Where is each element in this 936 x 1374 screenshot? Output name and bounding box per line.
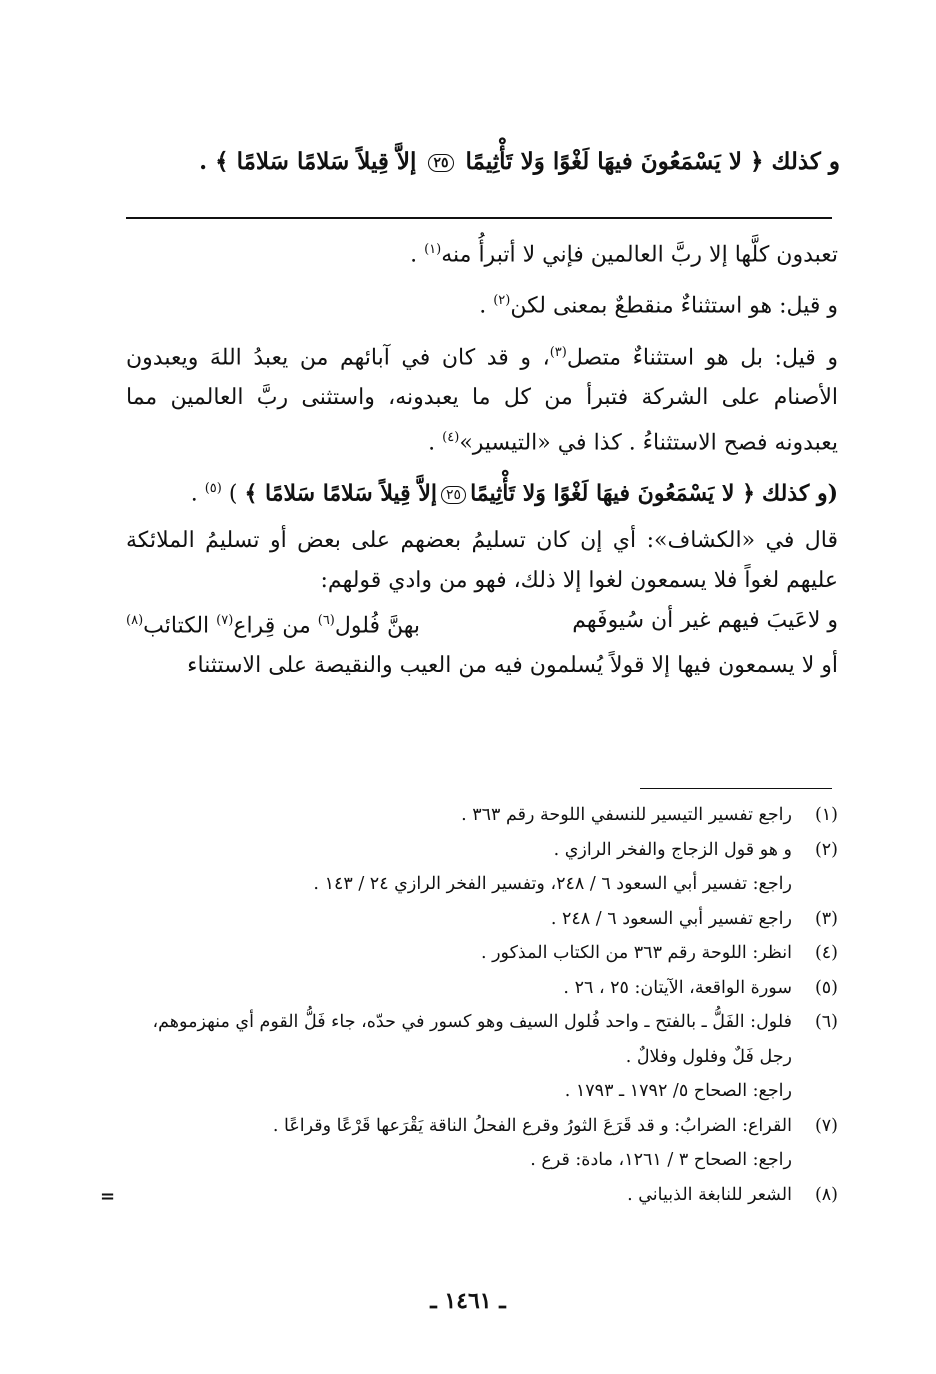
footnote-text: و هو قول الزجاج والفخر الرازي . [553,839,792,860]
footnote-ref-6: (٦) [317,612,335,628]
footnote-item [120,1109,838,1144]
footnote-number: (٨) [814,1184,838,1205]
poem-second-hemistich [126,601,420,646]
paragraph-2-end: . [479,293,494,319]
paragraph-6: أو لا يسمعون فيها إلا قولاً يُسلمون فيه من العيب والنقيصة على الاستثناء [187,652,838,678]
footnote-text: سورة الواقعة، الآيتان: ٢٥ ، ٢٦ . [563,977,792,998]
footnote-text: القراع: الضرابُ: و قد قَرَعَ الثورُ وقرع الفحلُ الناقة يَقْرَعها قَرْعًا وقراعًا . [272,1115,792,1136]
footnote-number: (٦) [814,1012,838,1032]
header-quran-part-1: ﴿ لا يَسْمَعُونَ فيهَا لَغْوًا وَلا تَأْثِيمًا [465,148,764,175]
footnote-continuation: راجع: الصحاح ٥/ ١٧٩٢ ـ ١٧٩٣ . [564,1081,792,1101]
footnote-text: فلول: الفَلُّ ـ بالفتح ـ واحد فُلول السيف وهو كسور في حدّه، جاء فَلُّ القوم أي منهزموهم، رجل فَلٌ وفلول وفلالٌ . [152,1012,792,1067]
paragraph-2 [126,281,838,326]
footnote-ref-2: (٢) [493,293,511,309]
footnote-item [120,1178,838,1213]
paragraph-3-end: . [428,430,443,456]
paragraph-5: قال في «الكشاف»: أي إن كان تسليمُ بعضهم على بعض أو تسليمُ الملائكة عليهم لغواً فلا يسمعون لغوا إلا ذلك، فهو من وادي قولهم: [126,527,838,593]
verse-close: ) [228,481,238,507]
main-text [126,230,838,686]
header-period: . [199,148,208,175]
paragraph-1-end: . [410,242,425,268]
footnote-item [120,833,838,868]
footnote-item [120,971,838,1006]
footnote-ref-8: (٨) [126,612,144,628]
paragraph-3 [126,333,838,464]
running-header-verse [120,148,840,175]
header-quran-part-2: إلاَّ قِيلاً سَلامًا سَلامًا ﴾ [215,148,417,175]
footnote-item [120,902,838,937]
poem-verse [126,601,838,646]
footnote-continuation: راجع: الصحاح ٣ / ١٢٦١، مادة: قرع . [530,1150,792,1170]
page-number: ـ ١٤٦١ ـ [430,1288,506,1314]
footnote-ref-4: (٤) [442,429,460,445]
footnote-ref-1: (١) [424,242,442,257]
header-prefix: و كذلك [771,148,840,175]
footnote-divider [640,788,832,789]
footnote-ref-3: (٣) [549,344,567,360]
footnote-number: (٧) [814,1115,838,1136]
footnote-number: (١) [814,805,838,825]
footnotes-section [120,798,838,1212]
verse-open: (و كذلك [762,480,838,507]
hemistich-2-part-c: الكتائب [143,612,217,638]
footnote-text: انظر: اللوحة رقم ٣٦٣ من الكتاب المذكور . [480,943,792,963]
footnote-ref-7: (٧) [216,612,234,628]
verse-ayah-marker: ٢٥ [441,486,466,504]
footnote-text: الشعر للنابغة الذبياني . [627,1184,792,1205]
footnote-number: (٢) [814,839,838,860]
poem-first-hemistich: و لاعَيبَ فيهم غير أن سُيوفَهم [572,607,838,633]
continuation-mark: = [100,1186,116,1207]
footnote-number: (٥) [814,977,838,998]
paragraph-4-verse [126,469,838,514]
footnote-text: راجع تفسير التيسير للنسفي اللوحة رقم ٣٦٣ . [461,805,792,825]
header-ayah-marker: ٢٥ [428,154,453,172]
footnote-number: (٣) [814,908,838,929]
footnote-continuation: راجع: تفسير أبي السعود ٦ / ٢٤٨، وتفسير الفخر الرازي ٢٤ / ١٤٣ . [313,874,792,894]
footnote-ref-5: (٥) [204,481,222,497]
footnote-item [120,1005,838,1074]
header-divider [126,217,832,219]
footnote-text: راجع تفسير أبي السعود ٦ / ٢٤٨ . [550,908,792,929]
footnote-item [120,936,838,971]
verse-end: . [190,481,205,507]
paragraph-1-text: تعبدون كلَّها إلا ربَّ العالمين فإني لا أتبرأُ منه [441,242,838,268]
footnote-item [120,798,838,833]
verse-part-2: إلاَّ قِيلاً سَلامًا سَلامًا ﴾ [244,480,438,507]
paragraph-3-text-b: ، و قد كان في آبائهم من يعبدُ اللهَ ويعبدون الأصنام على الشركة فتبرأ من كل ما يعبدونه، واستثنى ربَّ العالمين مما يعبدونه فصح الاستثناءُ . كذا في «التيسير» [126,344,838,456]
footnote-number: (٤) [814,943,838,963]
paragraph-2-text: و قيل: هو استثناءٌ منقطعٌ بمعنى لكن [510,293,838,319]
paragraph-3-text-a: و قيل: بل هو استثناءٌ متصل [566,344,838,370]
hemistich-2-part-b: من قِراع [233,612,318,638]
paragraph-1 [126,230,838,275]
hemistich-2-part-a: بهنَّ فُلول [334,612,421,638]
verse-part-1: ﴿ لا يَسْمَعُونَ فيهَا لَغْوًا وَلا تَأْثِيمًا [470,480,756,507]
